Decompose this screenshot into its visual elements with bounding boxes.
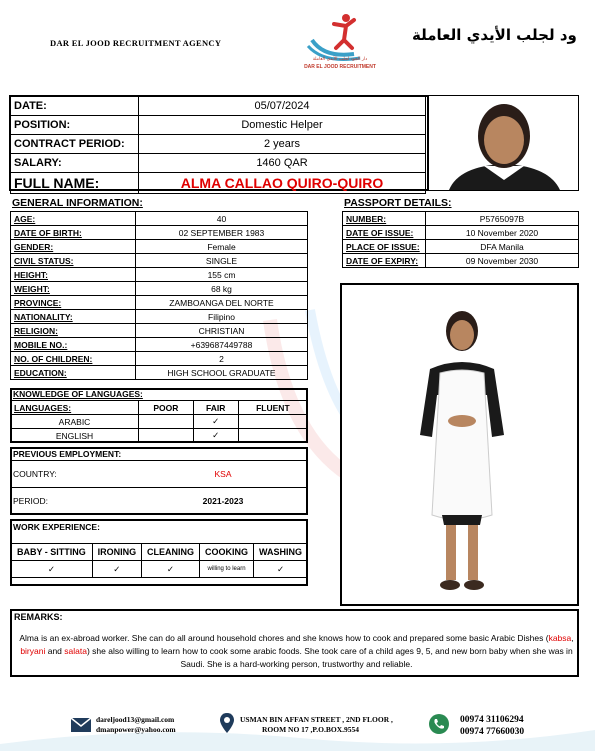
languages-col-label: LANGUAGES: bbox=[11, 401, 139, 415]
gen-label: NO. OF CHILDREN: bbox=[11, 352, 136, 366]
country-value: KSA bbox=[138, 461, 308, 488]
position-value: Domestic Helper bbox=[139, 116, 426, 135]
country-row bbox=[10, 461, 308, 488]
gen-value: 155 cm bbox=[136, 268, 308, 282]
language-name: ENGLISH bbox=[11, 429, 139, 443]
languages-title: KNOWLEDGE OF LANGUAGES: bbox=[13, 389, 143, 399]
gen-label: GENDER: bbox=[11, 240, 136, 254]
pass-label: DATE OF ISSUE: bbox=[343, 226, 426, 240]
work-experience-title: WORK EXPERIENCE: bbox=[13, 522, 100, 532]
date-value: 05/07/2024 bbox=[139, 97, 426, 116]
full-name-label: FULL NAME: bbox=[11, 173, 139, 194]
gen-label: NATIONALITY: bbox=[11, 310, 136, 324]
location-icon bbox=[219, 712, 235, 734]
languages-table bbox=[10, 400, 308, 443]
pass-row bbox=[343, 212, 579, 226]
babysitting-label: BABY - SITTING bbox=[11, 544, 93, 561]
country-label: COUNTRY: bbox=[10, 461, 138, 488]
gen-label: WEIGHT: bbox=[11, 282, 136, 296]
pass-label: NUMBER: bbox=[343, 212, 426, 226]
gen-value: ZAMBOANGA DEL NORTE bbox=[136, 296, 308, 310]
passport-title: PASSPORT DETAILS: bbox=[344, 197, 452, 209]
gen-value: 40 bbox=[136, 212, 308, 226]
salary-value: 1460 QAR bbox=[139, 154, 426, 173]
gen-label: EDUCATION: bbox=[11, 366, 136, 380]
gen-value: Filipino bbox=[136, 310, 308, 324]
gen-label: MOBILE NO.: bbox=[11, 338, 136, 352]
pass-value: 10 November 2020 bbox=[426, 226, 579, 240]
pass-label: PLACE OF ISSUE: bbox=[343, 240, 426, 254]
full-body-photo bbox=[340, 283, 579, 606]
work-experience-table bbox=[10, 543, 308, 578]
top-row-contract bbox=[11, 135, 426, 154]
language-row bbox=[11, 415, 308, 429]
email-icon bbox=[69, 714, 93, 736]
work-values-row bbox=[11, 561, 308, 578]
gen-row bbox=[11, 324, 308, 338]
ironing-label: IRONING bbox=[92, 544, 141, 561]
logo-text-ar: دار الجود لجلب الأيدي العاملة bbox=[312, 57, 368, 62]
footer-phone-2: 00974 77660030 bbox=[460, 727, 525, 737]
language-fluent bbox=[238, 415, 307, 429]
full-name-value: ALMA CALLAO QUIRO-QUIRO bbox=[139, 173, 426, 194]
footer-phone-1: 00974 31106294 bbox=[460, 715, 524, 725]
pass-value: DFA Manila bbox=[426, 240, 579, 254]
gen-label: RELIGION: bbox=[11, 324, 136, 338]
language-poor bbox=[139, 415, 194, 429]
gen-label: DATE OF BIRTH: bbox=[11, 226, 136, 240]
pass-value: P5765097B bbox=[426, 212, 579, 226]
gen-row bbox=[11, 338, 308, 352]
gen-label: PROVINCE: bbox=[11, 296, 136, 310]
remarks-sep: , bbox=[571, 633, 574, 643]
contract-value: 2 years bbox=[139, 135, 426, 154]
pass-row bbox=[343, 226, 579, 240]
gen-row bbox=[11, 366, 308, 380]
gen-value: 02 SEPTEMBER 1983 bbox=[136, 226, 308, 240]
general-info-title: GENERAL INFORMATION: bbox=[12, 197, 143, 209]
languages-header-row bbox=[11, 401, 308, 415]
gen-value: CHRISTIAN bbox=[136, 324, 308, 338]
footer-email-1: dareljood13@gmail.com bbox=[96, 715, 175, 724]
footer-address-2: ROOM NO 17 ,P.O.BOX.9554 bbox=[262, 725, 360, 734]
passport-table bbox=[342, 211, 579, 268]
language-fair-check: ✓ bbox=[193, 415, 238, 429]
gen-row bbox=[11, 282, 308, 296]
remarks-part1: Alma is an ex-abroad worker. She can do all around household chores and she knows how to cook and prepared some basic Arabic Dishes ( bbox=[19, 633, 549, 643]
portrait-photo bbox=[427, 96, 578, 190]
footer-email-2: dmanpower@yahoo.com bbox=[96, 725, 176, 734]
gen-row bbox=[11, 254, 308, 268]
gen-row bbox=[11, 352, 308, 366]
general-info-table bbox=[10, 211, 308, 380]
language-poor bbox=[139, 429, 194, 443]
footer-address-1: USMAN BIN AFFAN STREET , 2ND FLOOR , bbox=[240, 715, 393, 724]
cooking-label: COOKING bbox=[200, 544, 254, 561]
gen-value: HIGH SCHOOL GRADUATE bbox=[136, 366, 308, 380]
remarks-part2: ) she also willing to learn how to cook some arabic foods. She took care of a child ages 9, 5, and new born baby when she was in Saudi. She is a hard-working person, trustworthy and reliable. bbox=[86, 646, 573, 669]
previous-employment-title: PREVIOUS EMPLOYMENT: bbox=[13, 449, 122, 459]
remarks-title: REMARKS: bbox=[14, 612, 63, 622]
gen-row bbox=[11, 212, 308, 226]
gen-label: CIVIL STATUS: bbox=[11, 254, 136, 268]
remarks-dish-kabsa: kabsa bbox=[548, 633, 572, 643]
gen-value: SINGLE bbox=[136, 254, 308, 268]
cleaning-label: CLEANING bbox=[141, 544, 199, 561]
logo-text-en: DAR EL JOOD RECRUITMENT bbox=[304, 64, 376, 70]
gen-value: +639687449788 bbox=[136, 338, 308, 352]
language-fair-check: ✓ bbox=[193, 429, 238, 443]
remarks-dish-salata: salata bbox=[64, 646, 87, 656]
gen-label: HEIGHT: bbox=[11, 268, 136, 282]
period-row bbox=[10, 488, 308, 515]
top-row-name bbox=[11, 173, 426, 194]
position-label: POSITION: bbox=[11, 116, 139, 135]
gen-value: Female bbox=[136, 240, 308, 254]
period-value: 2021-2023 bbox=[138, 488, 308, 515]
contract-label: CONTRACT PERIOD: bbox=[11, 135, 139, 154]
date-label: DATE: bbox=[11, 97, 139, 116]
phone-icon bbox=[428, 713, 450, 735]
work-header-row bbox=[11, 544, 308, 561]
salary-label: SALARY: bbox=[11, 154, 139, 173]
gen-row bbox=[11, 268, 308, 282]
poor-col-label: POOR bbox=[139, 401, 194, 415]
top-row-position bbox=[11, 116, 426, 135]
footer bbox=[0, 706, 595, 751]
language-row bbox=[11, 429, 308, 443]
cooking-value: willing to learn bbox=[200, 561, 254, 578]
gen-row bbox=[11, 296, 308, 310]
pass-row bbox=[343, 254, 579, 268]
language-name: ARABIC bbox=[11, 415, 139, 429]
top-row-salary bbox=[11, 154, 426, 173]
agency-name-en: DAR EL JOOD RECRUITMENT AGENCY bbox=[50, 38, 222, 48]
babysitting-check: ✓ bbox=[11, 561, 93, 578]
gen-label: AGE: bbox=[11, 212, 136, 226]
washing-label: WASHING bbox=[254, 544, 308, 561]
remarks-dish-biryani: biryani bbox=[20, 646, 46, 656]
cleaning-check: ✓ bbox=[141, 561, 199, 578]
fair-col-label: FAIR bbox=[193, 401, 238, 415]
remarks-text bbox=[18, 632, 575, 671]
pass-value: 09 November 2030 bbox=[426, 254, 579, 268]
previous-employment-table bbox=[10, 460, 308, 515]
language-fluent bbox=[238, 429, 307, 443]
ironing-check: ✓ bbox=[92, 561, 141, 578]
remarks-and: and bbox=[45, 646, 65, 656]
top-row-date bbox=[11, 97, 426, 116]
gen-row bbox=[11, 226, 308, 240]
gen-row bbox=[11, 240, 308, 254]
top-info-table bbox=[10, 96, 426, 194]
agency-name-ar: ود لجلب الأيدي العاملة bbox=[412, 26, 577, 44]
gen-value: 2 bbox=[136, 352, 308, 366]
gen-row bbox=[11, 310, 308, 324]
fluent-col-label: FLUENT bbox=[238, 401, 307, 415]
pass-row bbox=[343, 240, 579, 254]
gen-value: 68 kg bbox=[136, 282, 308, 296]
washing-check: ✓ bbox=[254, 561, 308, 578]
period-label: PERIOD: bbox=[10, 488, 138, 515]
pass-label: DATE OF EXPIRY: bbox=[343, 254, 426, 268]
